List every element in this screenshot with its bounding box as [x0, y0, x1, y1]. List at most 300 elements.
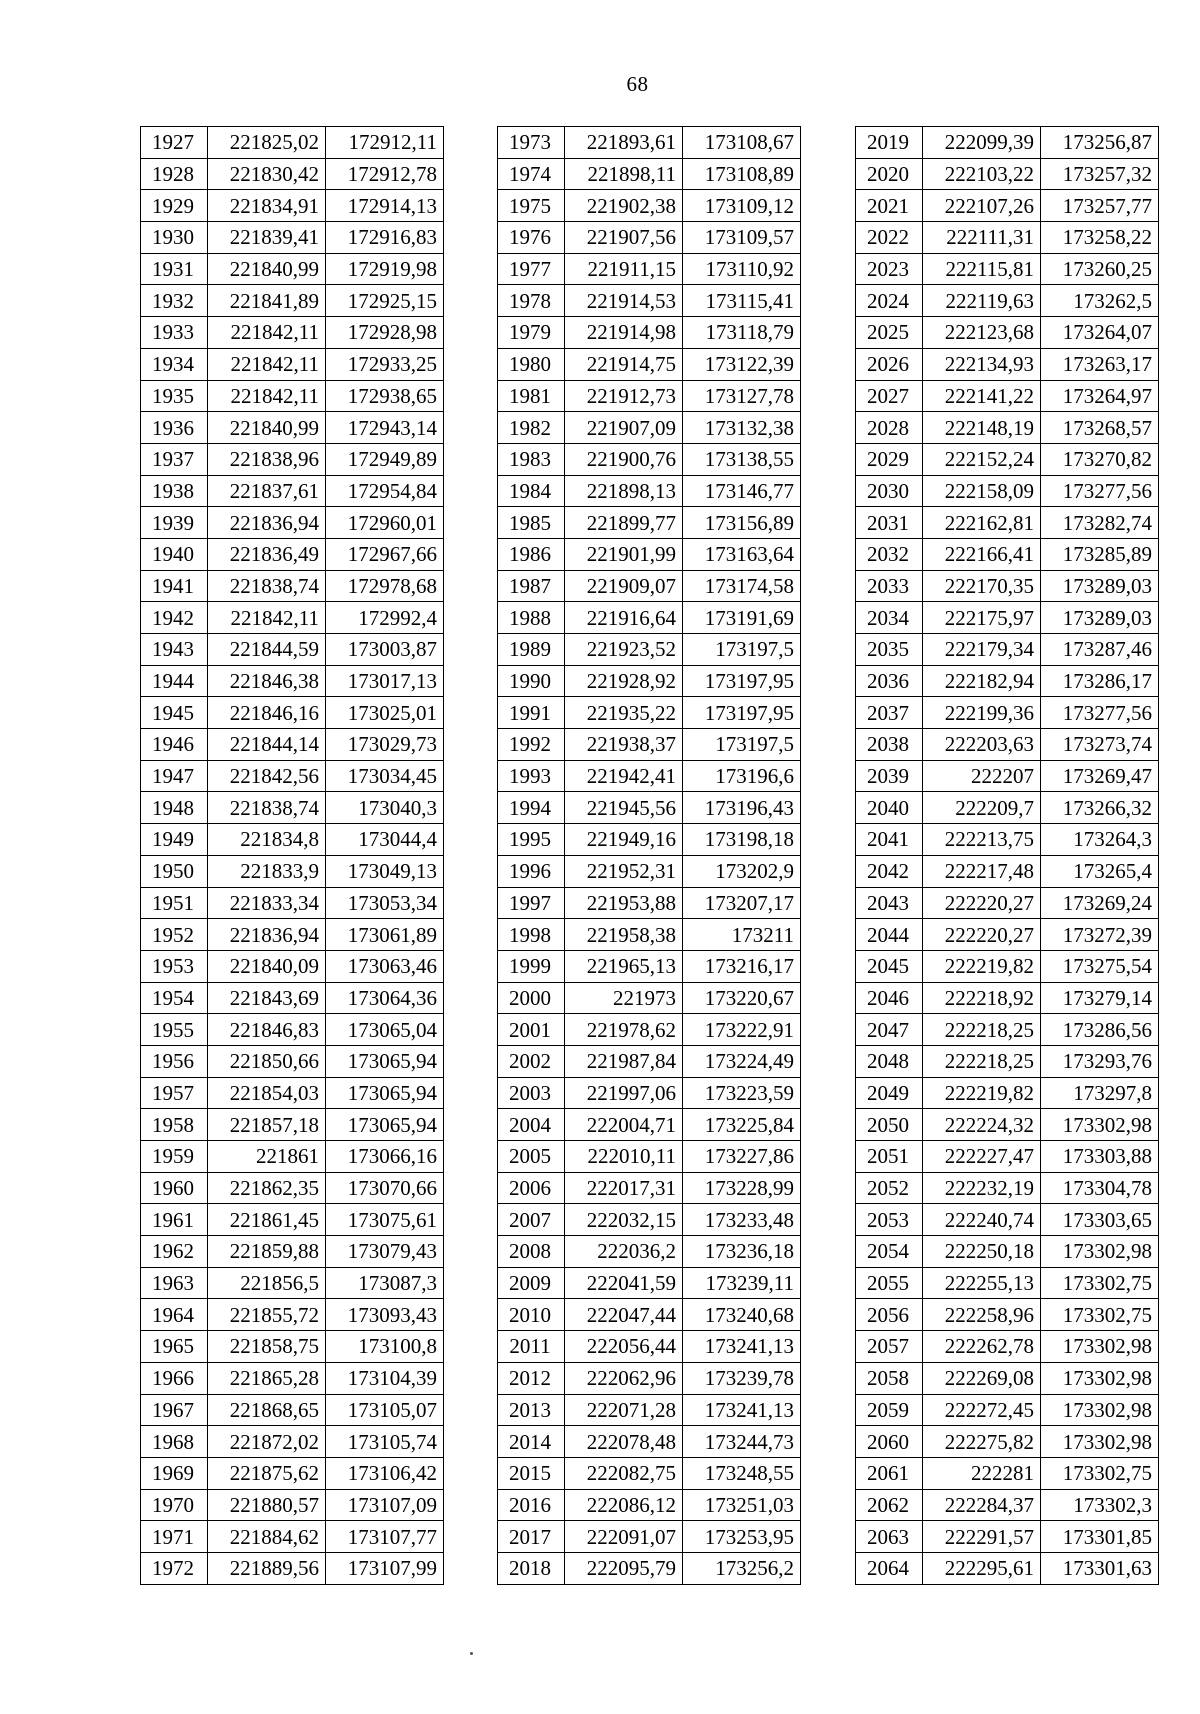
y-coordinate-cell: 173064,36 [326, 982, 444, 1014]
y-coordinate-cell: 173268,57 [1041, 412, 1159, 444]
x-coordinate-cell: 221938,37 [565, 729, 683, 761]
point-number-cell: 2032 [856, 538, 923, 570]
table-row [141, 634, 444, 666]
x-coordinate-cell: 221987,84 [565, 1045, 683, 1077]
y-coordinate-cell: 173107,77 [326, 1521, 444, 1553]
x-coordinate-cell: 222213,75 [923, 824, 1041, 856]
table-row [141, 317, 444, 349]
table-row [498, 1489, 801, 1521]
point-number-cell: 1972 [141, 1552, 208, 1584]
x-coordinate-cell: 222082,75 [565, 1457, 683, 1489]
point-number-cell: 1973 [498, 127, 565, 159]
y-coordinate-cell: 173105,07 [326, 1394, 444, 1426]
x-coordinate-cell: 221846,16 [208, 697, 326, 729]
x-coordinate-cell: 222175,97 [923, 602, 1041, 634]
x-coordinate-cell: 222119,63 [923, 285, 1041, 317]
x-coordinate-cell: 221840,09 [208, 950, 326, 982]
x-coordinate-cell: 222091,07 [565, 1521, 683, 1553]
y-coordinate-cell: 173216,17 [683, 950, 801, 982]
x-coordinate-cell: 221859,88 [208, 1236, 326, 1268]
x-coordinate-cell: 221953,88 [565, 887, 683, 919]
point-number-cell: 2038 [856, 729, 923, 761]
x-coordinate-cell: 222203,63 [923, 729, 1041, 761]
point-number-cell: 2006 [498, 1172, 565, 1204]
y-coordinate-cell: 173065,04 [326, 1014, 444, 1046]
x-coordinate-cell: 222078,48 [565, 1426, 683, 1458]
table-row [141, 1394, 444, 1426]
point-number-cell: 1987 [498, 570, 565, 602]
point-number-cell: 1936 [141, 412, 208, 444]
point-number-cell: 2010 [498, 1299, 565, 1331]
x-coordinate-cell: 222209,7 [923, 792, 1041, 824]
x-coordinate-cell: 221901,99 [565, 538, 683, 570]
x-coordinate-cell: 222295,61 [923, 1552, 1041, 1584]
x-coordinate-cell: 221844,14 [208, 729, 326, 761]
table-row [141, 792, 444, 824]
point-number-cell: 2017 [498, 1521, 565, 1553]
table-row [856, 887, 1159, 919]
table-row [141, 190, 444, 222]
point-number-cell: 2034 [856, 602, 923, 634]
table-row [498, 1172, 801, 1204]
table-row [498, 1521, 801, 1553]
table-row [141, 950, 444, 982]
point-number-cell: 1961 [141, 1204, 208, 1236]
point-number-cell: 1985 [498, 507, 565, 539]
table-row [856, 729, 1159, 761]
table-row [498, 1267, 801, 1299]
x-coordinate-cell: 221846,83 [208, 1014, 326, 1046]
point-number-cell: 1956 [141, 1045, 208, 1077]
y-coordinate-cell: 173146,77 [683, 475, 801, 507]
point-number-cell: 2052 [856, 1172, 923, 1204]
y-coordinate-cell: 173304,78 [1041, 1172, 1159, 1204]
y-coordinate-cell: 173109,12 [683, 190, 801, 222]
table-row [498, 729, 801, 761]
x-coordinate-cell: 221861 [208, 1141, 326, 1173]
x-coordinate-cell: 221889,56 [208, 1552, 326, 1584]
table-row [498, 1394, 801, 1426]
point-number-cell: 2016 [498, 1489, 565, 1521]
table-row [856, 919, 1159, 951]
point-number-cell: 1997 [498, 887, 565, 919]
x-coordinate-cell: 222275,82 [923, 1426, 1041, 1458]
x-coordinate-cell: 221872,02 [208, 1426, 326, 1458]
x-coordinate-cell: 221909,07 [565, 570, 683, 602]
y-coordinate-cell: 173265,4 [1041, 855, 1159, 887]
table-row [141, 1552, 444, 1584]
x-coordinate-cell: 221900,76 [565, 443, 683, 475]
x-coordinate-cell: 222010,11 [565, 1141, 683, 1173]
point-number-cell: 2028 [856, 412, 923, 444]
table-row [856, 634, 1159, 666]
point-number-cell: 2049 [856, 1077, 923, 1109]
x-coordinate-cell: 221846,38 [208, 665, 326, 697]
x-coordinate-cell: 221856,5 [208, 1267, 326, 1299]
table-row [141, 348, 444, 380]
point-number-cell: 2004 [498, 1109, 565, 1141]
table-row [856, 982, 1159, 1014]
point-number-cell: 1971 [141, 1521, 208, 1553]
y-coordinate-cell: 173251,03 [683, 1489, 801, 1521]
x-coordinate-cell: 221898,11 [565, 158, 683, 190]
table-row [141, 1299, 444, 1331]
y-coordinate-cell: 173302,75 [1041, 1299, 1159, 1331]
point-number-cell: 1966 [141, 1362, 208, 1394]
point-number-cell: 2044 [856, 919, 923, 951]
table-row [498, 634, 801, 666]
point-number-cell: 2053 [856, 1204, 923, 1236]
point-number-cell: 1999 [498, 950, 565, 982]
table-row [856, 507, 1159, 539]
point-number-cell: 1981 [498, 380, 565, 412]
x-coordinate-cell: 221911,15 [565, 253, 683, 285]
table-row [856, 1045, 1159, 1077]
y-coordinate-cell: 173118,79 [683, 317, 801, 349]
point-number-cell: 1991 [498, 697, 565, 729]
point-number-cell: 2057 [856, 1331, 923, 1363]
x-coordinate-cell: 221973 [565, 982, 683, 1014]
x-coordinate-cell: 221952,31 [565, 855, 683, 887]
x-coordinate-cell: 222219,82 [923, 950, 1041, 982]
y-coordinate-cell: 173003,87 [326, 634, 444, 666]
coordinates-table-body [141, 127, 444, 1585]
coordinates-table-2 [497, 126, 801, 1585]
point-number-cell: 2020 [856, 158, 923, 190]
x-coordinate-cell: 221899,77 [565, 507, 683, 539]
x-coordinate-cell: 221893,61 [565, 127, 683, 159]
point-number-cell: 2000 [498, 982, 565, 1014]
table-row [856, 760, 1159, 792]
point-number-cell: 2009 [498, 1267, 565, 1299]
table-row [498, 538, 801, 570]
point-number-cell: 2021 [856, 190, 923, 222]
y-coordinate-cell: 173287,46 [1041, 634, 1159, 666]
table-row [141, 665, 444, 697]
y-coordinate-cell: 173256,87 [1041, 127, 1159, 159]
point-number-cell: 1941 [141, 570, 208, 602]
table-row [141, 1172, 444, 1204]
table-row [141, 158, 444, 190]
y-coordinate-cell: 173277,56 [1041, 697, 1159, 729]
table-row [141, 1362, 444, 1394]
table-row [498, 475, 801, 507]
point-number-cell: 2024 [856, 285, 923, 317]
point-number-cell: 2039 [856, 760, 923, 792]
point-number-cell: 1946 [141, 729, 208, 761]
table-row [498, 1077, 801, 1109]
point-number-cell: 1962 [141, 1236, 208, 1268]
point-number-cell: 1994 [498, 792, 565, 824]
point-number-cell: 1937 [141, 443, 208, 475]
table-row [498, 1552, 801, 1584]
x-coordinate-cell: 222134,93 [923, 348, 1041, 380]
y-coordinate-cell: 173040,3 [326, 792, 444, 824]
x-coordinate-cell: 221840,99 [208, 253, 326, 285]
x-coordinate-cell: 221965,13 [565, 950, 683, 982]
x-coordinate-cell: 221928,92 [565, 665, 683, 697]
x-coordinate-cell: 221865,28 [208, 1362, 326, 1394]
y-coordinate-cell: 173108,67 [683, 127, 801, 159]
x-coordinate-cell: 221945,56 [565, 792, 683, 824]
point-number-cell: 1929 [141, 190, 208, 222]
table-row [856, 380, 1159, 412]
point-number-cell: 2003 [498, 1077, 565, 1109]
y-coordinate-cell: 172992,4 [326, 602, 444, 634]
x-coordinate-cell: 221862,35 [208, 1172, 326, 1204]
table-row [498, 792, 801, 824]
table-row [856, 1077, 1159, 1109]
x-coordinate-cell: 221898,13 [565, 475, 683, 507]
x-coordinate-cell: 221842,11 [208, 602, 326, 634]
y-coordinate-cell: 172919,98 [326, 253, 444, 285]
table-row [856, 1014, 1159, 1046]
y-coordinate-cell: 173110,92 [683, 253, 801, 285]
x-coordinate-cell: 221833,9 [208, 855, 326, 887]
y-coordinate-cell: 173197,5 [683, 634, 801, 666]
table-row [141, 855, 444, 887]
y-coordinate-cell: 173263,17 [1041, 348, 1159, 380]
point-number-cell: 2042 [856, 855, 923, 887]
x-coordinate-cell: 222166,41 [923, 538, 1041, 570]
point-number-cell: 1992 [498, 729, 565, 761]
y-coordinate-cell: 173236,18 [683, 1236, 801, 1268]
table-row [141, 1457, 444, 1489]
y-coordinate-cell: 173197,5 [683, 729, 801, 761]
y-coordinate-cell: 173269,24 [1041, 887, 1159, 919]
point-number-cell: 1960 [141, 1172, 208, 1204]
x-coordinate-cell: 222182,94 [923, 665, 1041, 697]
point-number-cell: 2031 [856, 507, 923, 539]
point-number-cell: 2045 [856, 950, 923, 982]
y-coordinate-cell: 173106,42 [326, 1457, 444, 1489]
x-coordinate-cell: 221837,61 [208, 475, 326, 507]
x-coordinate-cell: 222179,34 [923, 634, 1041, 666]
table-row [498, 443, 801, 475]
y-coordinate-cell: 173049,13 [326, 855, 444, 887]
table-row [498, 1426, 801, 1458]
point-number-cell: 1976 [498, 222, 565, 254]
table-row [141, 253, 444, 285]
point-number-cell: 2046 [856, 982, 923, 1014]
x-coordinate-cell: 221914,53 [565, 285, 683, 317]
table-row [498, 1204, 801, 1236]
x-coordinate-cell: 221834,8 [208, 824, 326, 856]
table-row [141, 982, 444, 1014]
table-row [498, 697, 801, 729]
y-coordinate-cell: 173065,94 [326, 1045, 444, 1077]
x-coordinate-cell: 221914,98 [565, 317, 683, 349]
x-coordinate-cell: 221884,62 [208, 1521, 326, 1553]
x-coordinate-cell: 222111,31 [923, 222, 1041, 254]
y-coordinate-cell: 173207,17 [683, 887, 801, 919]
y-coordinate-cell: 173233,48 [683, 1204, 801, 1236]
y-coordinate-cell: 173258,22 [1041, 222, 1159, 254]
x-coordinate-cell: 221858,75 [208, 1331, 326, 1363]
x-coordinate-cell: 221839,41 [208, 222, 326, 254]
point-number-cell: 1950 [141, 855, 208, 887]
table-row [498, 253, 801, 285]
x-coordinate-cell: 222017,31 [565, 1172, 683, 1204]
table-row [856, 665, 1159, 697]
y-coordinate-cell: 173302,75 [1041, 1267, 1159, 1299]
page-number: 68 [626, 72, 649, 96]
table-row [141, 1014, 444, 1046]
table-row [498, 887, 801, 919]
y-coordinate-cell: 172912,11 [326, 127, 444, 159]
x-coordinate-cell: 222220,27 [923, 887, 1041, 919]
x-coordinate-cell: 222071,28 [565, 1394, 683, 1426]
point-number-cell: 2030 [856, 475, 923, 507]
y-coordinate-cell: 173269,47 [1041, 760, 1159, 792]
y-coordinate-cell: 173174,58 [683, 570, 801, 602]
point-number-cell: 2054 [856, 1236, 923, 1268]
y-coordinate-cell: 173087,3 [326, 1267, 444, 1299]
x-coordinate-cell: 222262,78 [923, 1331, 1041, 1363]
point-number-cell: 1993 [498, 760, 565, 792]
point-number-cell: 1975 [498, 190, 565, 222]
y-coordinate-cell: 173211 [683, 919, 801, 951]
table-row [498, 602, 801, 634]
x-coordinate-cell: 222115,81 [923, 253, 1041, 285]
y-coordinate-cell: 173223,59 [683, 1077, 801, 1109]
y-coordinate-cell: 173132,38 [683, 412, 801, 444]
x-coordinate-cell: 222004,71 [565, 1109, 683, 1141]
y-coordinate-cell: 173241,13 [683, 1331, 801, 1363]
x-coordinate-cell: 221880,57 [208, 1489, 326, 1521]
x-coordinate-cell: 221997,06 [565, 1077, 683, 1109]
table-row [856, 1267, 1159, 1299]
table-row [141, 602, 444, 634]
y-coordinate-cell: 172960,01 [326, 507, 444, 539]
y-coordinate-cell: 173079,43 [326, 1236, 444, 1268]
point-number-cell: 2026 [856, 348, 923, 380]
point-number-cell: 2051 [856, 1141, 923, 1173]
table-row [856, 1109, 1159, 1141]
table-row [141, 507, 444, 539]
point-number-cell: 2019 [856, 127, 923, 159]
y-coordinate-cell: 173196,43 [683, 792, 801, 824]
table-row [141, 729, 444, 761]
point-number-cell: 2062 [856, 1489, 923, 1521]
point-number-cell: 1998 [498, 919, 565, 951]
x-coordinate-cell: 221842,11 [208, 317, 326, 349]
point-number-cell: 2061 [856, 1457, 923, 1489]
y-coordinate-cell: 173017,13 [326, 665, 444, 697]
point-number-cell: 2048 [856, 1045, 923, 1077]
point-number-cell: 2047 [856, 1014, 923, 1046]
y-coordinate-cell: 173065,94 [326, 1077, 444, 1109]
table-row [856, 1489, 1159, 1521]
x-coordinate-cell: 222258,96 [923, 1299, 1041, 1331]
table-row [856, 412, 1159, 444]
table-row [498, 222, 801, 254]
point-number-cell: 2029 [856, 443, 923, 475]
point-number-cell: 2041 [856, 824, 923, 856]
coordinates-table-1 [140, 126, 444, 1585]
table-row [498, 1045, 801, 1077]
point-number-cell: 2060 [856, 1426, 923, 1458]
y-coordinate-cell: 173277,56 [1041, 475, 1159, 507]
y-coordinate-cell: 172925,15 [326, 285, 444, 317]
y-coordinate-cell: 173264,3 [1041, 824, 1159, 856]
point-number-cell: 1948 [141, 792, 208, 824]
y-coordinate-cell: 173239,78 [683, 1362, 801, 1394]
point-number-cell: 2059 [856, 1394, 923, 1426]
x-coordinate-cell: 221923,52 [565, 634, 683, 666]
y-coordinate-cell: 173122,39 [683, 348, 801, 380]
y-coordinate-cell: 173256,2 [683, 1552, 801, 1584]
table-row [141, 1045, 444, 1077]
point-number-cell: 2063 [856, 1521, 923, 1553]
x-coordinate-cell: 222141,22 [923, 380, 1041, 412]
table-row [498, 1236, 801, 1268]
table-row [141, 1426, 444, 1458]
x-coordinate-cell: 222036,2 [565, 1236, 683, 1268]
x-coordinate-cell: 221838,96 [208, 443, 326, 475]
point-number-cell: 1959 [141, 1141, 208, 1173]
table-row [498, 919, 801, 951]
point-number-cell: 1965 [141, 1331, 208, 1363]
x-coordinate-cell: 222032,15 [565, 1204, 683, 1236]
x-coordinate-cell: 221868,65 [208, 1394, 326, 1426]
table-row [856, 1236, 1159, 1268]
x-coordinate-cell: 221844,59 [208, 634, 326, 666]
table-row [498, 1331, 801, 1363]
table-row [141, 380, 444, 412]
point-number-cell: 1970 [141, 1489, 208, 1521]
y-coordinate-cell: 173302,98 [1041, 1394, 1159, 1426]
table-row [856, 317, 1159, 349]
point-number-cell: 2023 [856, 253, 923, 285]
point-number-cell: 2014 [498, 1426, 565, 1458]
y-coordinate-cell: 173163,64 [683, 538, 801, 570]
y-coordinate-cell: 173075,61 [326, 1204, 444, 1236]
point-number-cell: 1983 [498, 443, 565, 475]
x-coordinate-cell: 221912,73 [565, 380, 683, 412]
x-coordinate-cell: 222218,25 [923, 1045, 1041, 1077]
table-row [141, 1141, 444, 1173]
table-row [856, 158, 1159, 190]
x-coordinate-cell: 222123,68 [923, 317, 1041, 349]
y-coordinate-cell: 173224,49 [683, 1045, 801, 1077]
table-row [498, 982, 801, 1014]
x-coordinate-cell: 222107,26 [923, 190, 1041, 222]
x-coordinate-cell: 221836,49 [208, 538, 326, 570]
table-row [141, 538, 444, 570]
point-number-cell: 1953 [141, 950, 208, 982]
y-coordinate-cell: 173044,4 [326, 824, 444, 856]
x-coordinate-cell: 222041,59 [565, 1267, 683, 1299]
y-coordinate-cell: 173105,74 [326, 1426, 444, 1458]
point-number-cell: 2050 [856, 1109, 923, 1141]
x-coordinate-cell: 221838,74 [208, 792, 326, 824]
table-row [141, 285, 444, 317]
point-number-cell: 2013 [498, 1394, 565, 1426]
table-row [141, 570, 444, 602]
table-row [856, 285, 1159, 317]
table-row [856, 697, 1159, 729]
point-number-cell: 1947 [141, 760, 208, 792]
y-coordinate-cell: 173240,68 [683, 1299, 801, 1331]
table-row [498, 570, 801, 602]
table-row [141, 1489, 444, 1521]
y-coordinate-cell: 173107,99 [326, 1552, 444, 1584]
y-coordinate-cell: 173034,45 [326, 760, 444, 792]
table-row [141, 1236, 444, 1268]
table-row [856, 1331, 1159, 1363]
y-coordinate-cell: 173065,94 [326, 1109, 444, 1141]
